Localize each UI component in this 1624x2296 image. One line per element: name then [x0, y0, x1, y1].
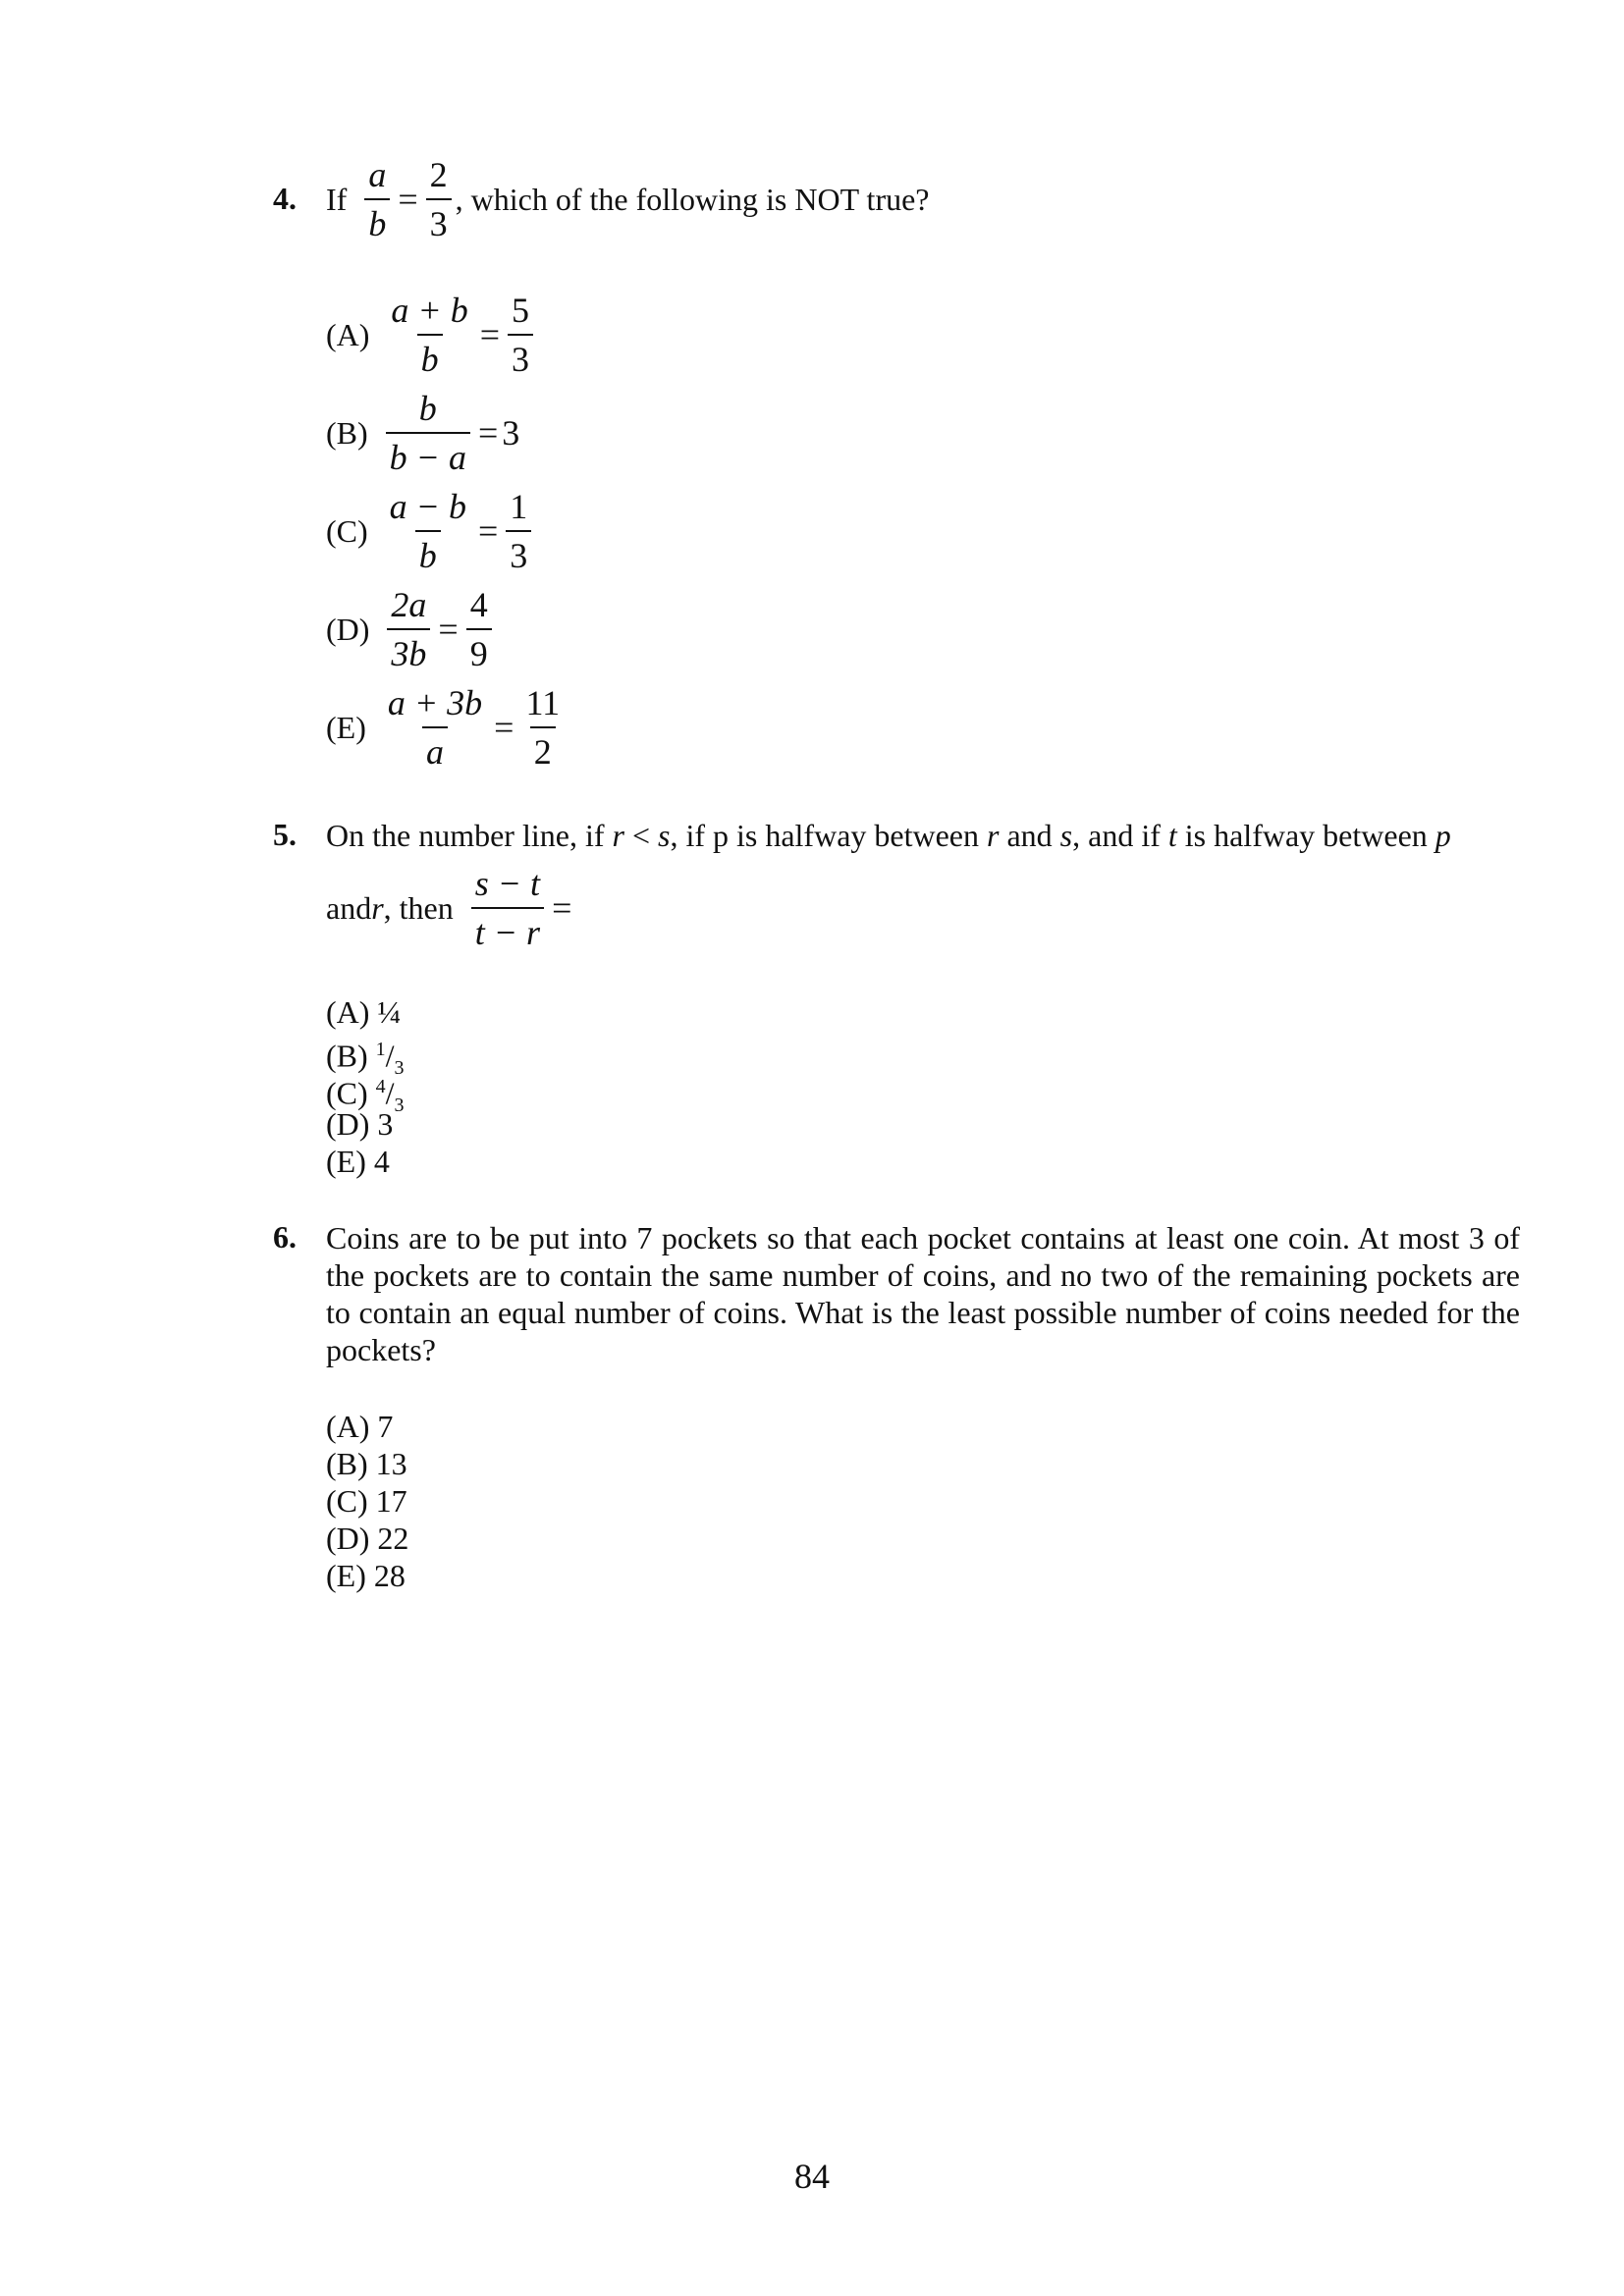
choice-fraction: [384, 685, 486, 770]
question-stem-line-2: [326, 866, 575, 950]
choice-e: [326, 685, 568, 770]
var-p: p: [1435, 818, 1451, 853]
equals-sign: =: [398, 180, 418, 219]
choice-value: 22: [377, 1521, 409, 1556]
stem-text: is halfway between: [1176, 818, 1435, 853]
stem-text: and: [326, 889, 372, 926]
choice-c: [326, 489, 535, 573]
choice-fraction: [387, 293, 471, 377]
choice-label: (B): [326, 1446, 368, 1481]
stem-text: , which of the following is NOT true?: [455, 181, 930, 217]
fraction-slash: /: [385, 1075, 395, 1111]
choice-value: 4: [373, 1144, 390, 1179]
var-t: t: [1167, 818, 1177, 853]
stem-text: , and if: [1072, 818, 1168, 853]
question-number: 5.: [273, 817, 297, 852]
numerator: a: [368, 155, 387, 194]
stem-if: If: [326, 181, 348, 217]
choice-label: (A): [326, 994, 370, 1030]
result-fraction: [508, 293, 533, 377]
premise-fraction-right: [426, 157, 452, 241]
numerator: 2a: [391, 585, 427, 624]
choice-c: [326, 1482, 407, 1520]
choice-label: (D): [326, 1521, 370, 1556]
question-stem: [326, 157, 930, 241]
choice-a: [326, 1408, 393, 1445]
choice-label: (B): [326, 414, 368, 451]
choice-label: (C): [326, 512, 368, 549]
stem-text: , then: [383, 889, 454, 926]
denominator: 3: [508, 334, 533, 377]
choice-value: 28: [373, 1558, 406, 1593]
choice-denominator: 3: [394, 1095, 405, 1117]
choice-label: (A): [326, 1409, 370, 1444]
choice-fraction: [386, 489, 470, 573]
denominator: 9: [466, 628, 492, 671]
choice-e: [326, 1557, 406, 1594]
var-r: r: [371, 889, 384, 926]
choice-a: [326, 993, 401, 1031]
denominator: t − r: [471, 907, 544, 950]
choice-d: [326, 587, 496, 671]
denominator: b − a: [386, 432, 470, 475]
question-stem: Coins are to be put into 7 pockets so that each pocket contains at least one coin. At most 3 of the pockets are to contain the same number of coins, and no two of the remaining pockets are to contain an equal number of coins. What is the least possible number of coins needed for the pockets?: [326, 1220, 1520, 1367]
choice-numerator: 1: [375, 1039, 386, 1060]
fraction-slash: /: [385, 1038, 395, 1074]
equals-sign: =: [438, 610, 459, 649]
choice-value: 13: [375, 1446, 407, 1481]
numerator: 11: [525, 683, 561, 722]
choice-label: (C): [326, 1075, 368, 1111]
choice-label: (E): [326, 1558, 366, 1593]
equals-sign: =: [494, 708, 514, 747]
denominator: 3: [506, 530, 531, 573]
denominator: b: [415, 530, 441, 573]
stem-text: , if p is halfway between: [670, 818, 987, 853]
stem-text: and: [999, 818, 1060, 853]
numerator: a + 3b: [387, 683, 483, 722]
choice-label: (C): [326, 1483, 368, 1519]
page-number: 84: [794, 2157, 830, 2196]
var-r: r: [987, 818, 1000, 853]
expression-fraction: [471, 866, 544, 950]
choice-label: (A): [326, 316, 370, 352]
choice-b: [326, 391, 519, 475]
result-fraction: [466, 587, 492, 671]
denominator: 2: [530, 726, 556, 770]
choice-d: [326, 1105, 393, 1143]
premise-fraction-left: [364, 157, 390, 241]
denominator: b: [417, 334, 443, 377]
numerator: 5: [512, 291, 530, 330]
choice-numerator: 4: [375, 1076, 386, 1097]
choice-label: (B): [326, 1038, 368, 1074]
result-fraction: [506, 489, 531, 573]
choice-d: [326, 1520, 408, 1557]
result-fraction: [521, 685, 564, 770]
question-stem-line-1: [326, 817, 1520, 854]
choice-denominator: 3: [394, 1057, 405, 1080]
choice-label: (D): [326, 1106, 370, 1142]
choice-label: (D): [326, 611, 370, 647]
equals-sign: =: [477, 413, 499, 453]
numerator: 1: [510, 487, 528, 526]
denominator: 3: [426, 198, 452, 241]
numerator: a + b: [391, 291, 468, 330]
result-value: 3: [502, 413, 520, 453]
stem-text: On the number line, if: [326, 818, 613, 853]
var-s: s: [1059, 818, 1073, 853]
numerator: s − t: [474, 864, 541, 903]
choice-value: 7: [377, 1409, 394, 1444]
choice-b: [326, 1445, 407, 1482]
choice-fraction: [386, 391, 470, 475]
var-r: r: [612, 818, 624, 853]
question-number: 4.: [273, 181, 297, 216]
stem-text: <: [623, 818, 658, 853]
choice-a: [326, 293, 537, 377]
equals-sign: =: [477, 511, 499, 551]
choice-value: ¼: [377, 994, 402, 1030]
denominator: a: [422, 726, 448, 770]
choice-value: 3: [377, 1106, 394, 1142]
numerator: 4: [469, 585, 488, 624]
denominator: 3b: [387, 628, 430, 671]
question-number: 6.: [273, 1219, 297, 1255]
equals-sign: =: [479, 315, 501, 354]
choice-label: (E): [326, 1144, 366, 1179]
var-s: s: [657, 818, 671, 853]
choice-value: 17: [375, 1483, 407, 1519]
choice-fraction: [387, 587, 430, 671]
denominator: b: [364, 198, 390, 241]
numerator: a − b: [389, 487, 466, 526]
choice-label: (E): [326, 709, 366, 745]
equals-sign: =: [552, 888, 572, 928]
choice-e: [326, 1143, 390, 1180]
numerator: 2: [429, 155, 448, 194]
numerator: b: [418, 389, 437, 428]
